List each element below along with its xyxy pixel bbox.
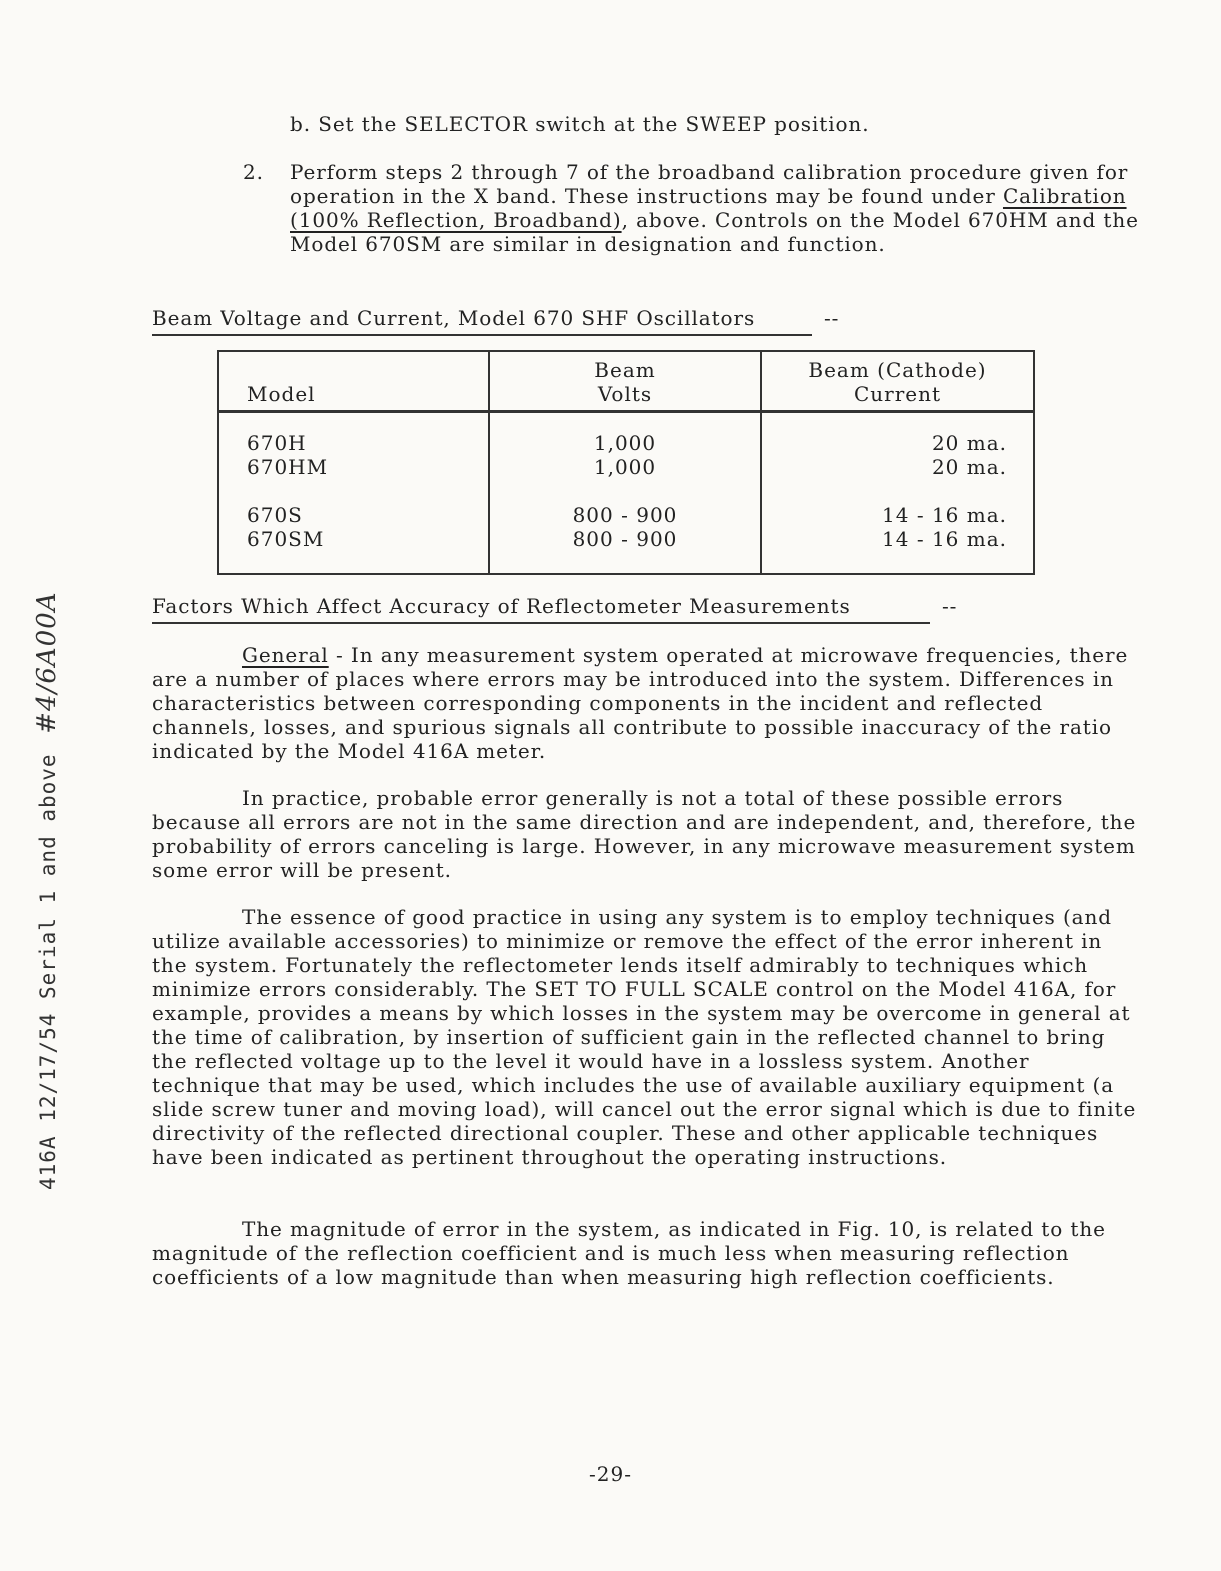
cell-model: 670S [247, 503, 303, 527]
practice-text: In practice, probable error generally is not a total of these possible errors because all errors are not in the same direction and are independent, and, therefore, the probability of errors canceling is large. However, in any microwave measurement system some error will be present. [152, 786, 1137, 882]
cell-model: 670H [247, 431, 307, 455]
step-2-number: 2. [243, 160, 264, 184]
beam-heading-dash: -- [824, 306, 840, 330]
factors-heading [152, 594, 958, 618]
header-current [761, 351, 1034, 412]
header-current-line1: Beam (Cathode) [808, 358, 987, 382]
paragraph-practice [152, 786, 1142, 882]
magnitude-text: The magnitude of error in the system, as indicated in Fig. 10, is related to the magnitude of the reflection coefficient and is much less when measuring reflection coefficients of a low magnitude than when measuring high reflection coefficients. [152, 1217, 1106, 1289]
cell-current-value: 14 - 16 ma. [882, 527, 1007, 551]
cell-volts-value: 1,000 [593, 455, 657, 479]
beam-heading-underline [152, 334, 812, 336]
step-2-text-before: Perform steps 2 through 7 of the broadband calibration procedure given for operation in the X band. These instructions may be found under [290, 160, 1129, 208]
paragraph-good-practice [152, 905, 1142, 1169]
cell-current-value: 20 ma. [931, 431, 1007, 455]
cell-volts [489, 412, 761, 486]
step-2-text-after: , above. Controls on the Model 670HM and the Model 670SM are similar in designation and function. [290, 208, 1139, 256]
cell-model: 670HM [247, 455, 329, 479]
header-model: Model [218, 351, 489, 412]
cell-current-value: 14 - 16 ma. [882, 503, 1007, 527]
general-text: - In any measurement system operated at microwave frequencies, there are a number of places where errors may be introduced into the system. Differences in characteristics between corresponding components in the incident and reflected channels, losses, and spurious signals all contribute to possible inaccuracy of the ratio indicated by the Model 416A meter. [152, 643, 1129, 763]
serial-note-text: 416A 12/17/54 Serial 1 and above [36, 753, 60, 1190]
beam-table-header-row [218, 351, 1034, 412]
header-volts-line2: Volts [597, 382, 653, 406]
cell-current [761, 412, 1034, 486]
page-number: -29- [589, 1462, 632, 1486]
paragraph-general [152, 643, 1142, 763]
handwritten-note: #4/6A00A [32, 591, 62, 734]
cell-volts-value: 800 - 900 [572, 527, 678, 551]
factors-heading-underline [152, 622, 930, 624]
table-row-group-670s [218, 485, 1034, 574]
beam-heading-text: Beam Voltage and Current, Model 670 SHF Oscillators [152, 306, 756, 330]
cell-volts-value: 800 - 900 [572, 503, 678, 527]
cell-models [218, 485, 489, 574]
beam-heading [152, 306, 840, 330]
cell-volts-value: 1,000 [593, 431, 657, 455]
cell-volts [489, 485, 761, 574]
step-2-body [290, 160, 1140, 256]
header-volts-line1: Beam [594, 358, 656, 382]
paragraph-magnitude [152, 1217, 1142, 1289]
cell-current-value: 20 ma. [931, 455, 1007, 479]
header-volts [489, 351, 761, 412]
general-lead: General [242, 643, 329, 667]
table-row-group-670h [218, 412, 1034, 486]
step-b: b. Set the SELECTOR switch at the SWEEP position. [290, 112, 870, 136]
margin-serial-note [32, 592, 62, 1191]
cell-current [761, 485, 1034, 574]
calibration-reference: Calibration (100% Reflection, Broadband) [290, 184, 1127, 232]
beam-table [217, 350, 1035, 575]
good-practice-text: The essence of good practice in using any system is to employ techniques (and utilize available accessories) to minimize or remove the effect of the error inherent in the system. Fortunately the reflectometer lends itself admirably to techniques which minimize errors considerably. The SET TO FULL SCALE control on the Model 416A, for example, provides a means by which losses in the system may be overcome in general at the time of calibration, by insertion of sufficient gain in the reflected channel to bring the reflected voltage up to the level it would have in a lossless system. Another technique that may be used, which includes the use of available auxiliary equipment (a slide screw tuner and moving load), will cancel out the error signal which is due to finite directivity of the reflected directional coupler. These and other applicable techniques have been indicated as pertinent throughout the operating instructions. [152, 905, 1137, 1169]
factors-heading-text: Factors Which Affect Accuracy of Reflectometer Measurements [152, 594, 851, 618]
header-current-line2: Current [853, 382, 942, 406]
factors-heading-dash: -- [942, 594, 958, 618]
cell-models [218, 412, 489, 486]
cell-model: 670SM [247, 527, 325, 551]
